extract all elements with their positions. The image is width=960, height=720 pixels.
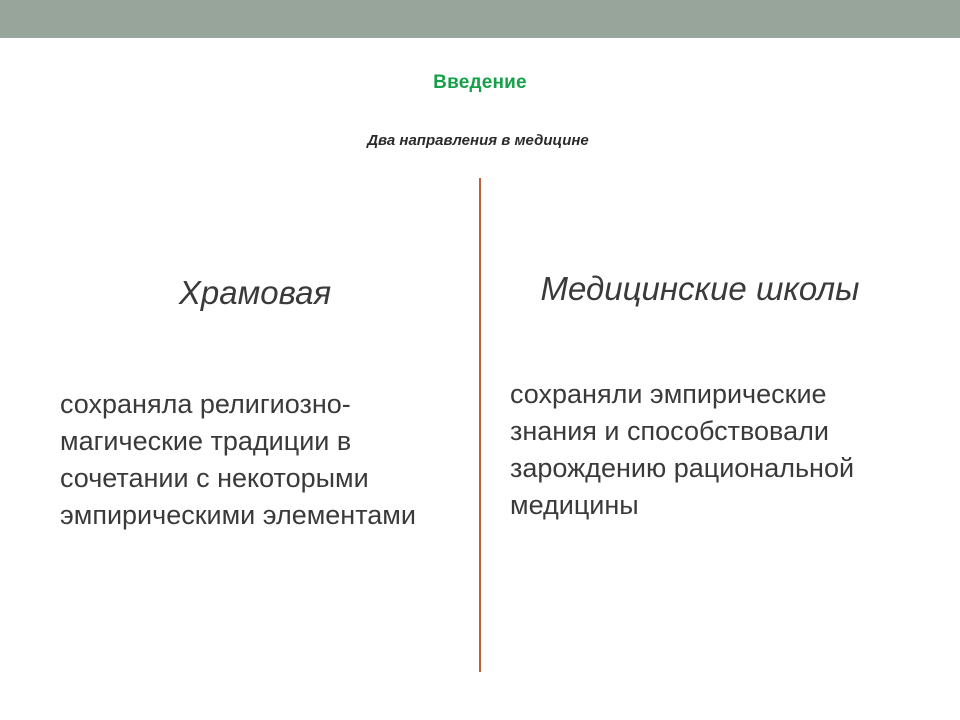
slide-title: Введение — [433, 72, 527, 93]
column-divider — [479, 178, 481, 672]
slide-top-bar — [0, 0, 960, 38]
right-column-heading: Медицинские школы — [540, 270, 860, 307]
right-column-text: сохраняли эмпирические знания и способствовали зарождению рациональной медицины — [510, 379, 855, 520]
left-column-text: сохраняла религиозно-магические традиции в сочетании с некоторыми эмпирическими элементами — [60, 389, 416, 530]
slide-subtitle: Два направления в медицине — [367, 132, 589, 149]
left-column-heading: Храмовая — [178, 274, 332, 311]
